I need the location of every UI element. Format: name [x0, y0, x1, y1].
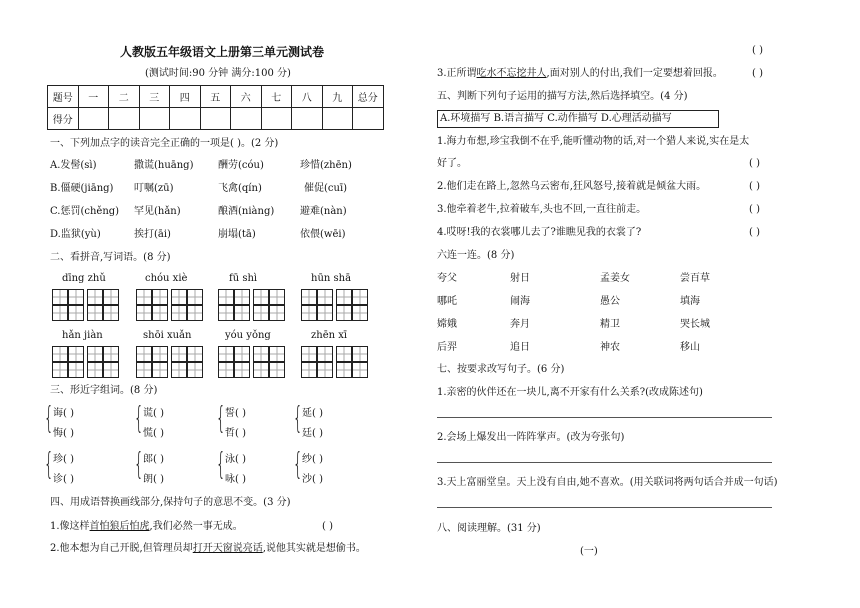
writing-grid-cell[interactable]: [336, 305, 352, 321]
writing-grid-cell[interactable]: [269, 362, 285, 378]
word-group-item[interactable]: 泳( ): [225, 454, 246, 465]
word-group-item[interactable]: 沙( ): [302, 474, 323, 485]
pinyin-label: fū shì: [229, 273, 258, 284]
brace-icon: {: [293, 401, 303, 436]
q1-option: 飞禽(qín): [218, 183, 262, 194]
writing-grid-cell[interactable]: [152, 305, 168, 321]
q1-option: B.僵硬(jiāng): [50, 183, 114, 194]
sentence-text: ,面对别人的付出,我们一定要想着回报。: [546, 68, 723, 79]
q1-option: 酬劳(cóu): [218, 160, 264, 171]
brace-icon: {: [216, 447, 226, 482]
writing-grid-cell[interactable]: [152, 289, 168, 305]
writing-grid-cell[interactable]: [52, 362, 68, 378]
writing-grid-cell[interactable]: [68, 346, 84, 362]
brace-icon: {: [44, 401, 54, 436]
q4-heading: 四、用成语替换画线部分,保持句子的意思不变。(3 分): [50, 497, 291, 508]
answer-paren[interactable]: ( ): [752, 45, 763, 56]
writing-grid-cell[interactable]: [234, 362, 250, 378]
writing-grid-cell[interactable]: [234, 289, 250, 305]
table-cell: 六: [231, 86, 262, 108]
writing-grid-cell[interactable]: [171, 289, 187, 305]
match-item[interactable]: 嫦娥: [437, 319, 457, 330]
word-group-item[interactable]: 廷( ): [302, 428, 323, 439]
writing-grid-cell[interactable]: [187, 305, 203, 321]
match-item[interactable]: 闹海: [510, 296, 530, 307]
table-cell: 得分: [48, 108, 79, 130]
writing-grid-cell[interactable]: [152, 346, 168, 362]
q8-heading: 八、阅读理解。(31 分): [437, 523, 541, 534]
q5-sentence-3: 3.他牵着老牛,拉着破车,头也不回,一直往前走。: [437, 204, 647, 215]
writing-grid-cell[interactable]: [187, 346, 203, 362]
writing-grid-cell[interactable]: [253, 362, 269, 378]
brace-icon: {: [44, 447, 54, 482]
writing-grid-cell[interactable]: [317, 346, 333, 362]
writing-grid-cell[interactable]: [68, 289, 84, 305]
answer-paren[interactable]: ( ): [749, 227, 760, 238]
options-text: A.环境描写 B.语言描写 C.动作描写 D.心理活动描写: [440, 113, 672, 124]
q1-heading: 一、下列加点字的读音完全正确的一项是( )。(2 分): [50, 138, 279, 149]
writing-grid-cell[interactable]: [269, 346, 285, 362]
answer-line[interactable]: [437, 462, 772, 463]
q1-option: 酿酒(niàng): [218, 206, 275, 217]
answer-paren[interactable]: ( ): [749, 158, 760, 169]
writing-grid-cell[interactable]: [218, 305, 234, 321]
q1-option: 叮嘱(zū): [134, 183, 174, 194]
q1-option: 催促(cuī): [304, 183, 348, 194]
table-cell: 四: [170, 86, 201, 108]
answer-paren[interactable]: ( ): [322, 521, 333, 532]
q1-option: 撒谎(huāng): [134, 160, 194, 171]
table-cell: 二: [109, 86, 140, 108]
table-cell: 八: [292, 86, 323, 108]
q5-sentence-1-cont: 好了。: [437, 158, 467, 169]
writing-grid-cell[interactable]: [136, 289, 152, 305]
q2-heading: 二、看拼音,写词语。(8 分): [50, 252, 171, 263]
match-item[interactable]: 愚公: [600, 296, 620, 307]
sentence-text: 2.他本想为自己开脱,但管理员却: [50, 543, 193, 554]
q1-option: 依偎(wēi): [300, 229, 346, 240]
score-input-cell[interactable]: [231, 108, 262, 130]
match-item[interactable]: 奔月: [510, 319, 530, 330]
writing-grid-cell[interactable]: [52, 346, 68, 362]
writing-grid-cell[interactable]: [352, 305, 368, 321]
sentence-text: ,说他其实就是想偷书。: [262, 543, 366, 554]
match-item[interactable]: 尝百草: [680, 273, 710, 284]
brace-icon: {: [134, 401, 144, 436]
word-group-item[interactable]: 诲( ): [53, 408, 74, 419]
writing-grid-cell[interactable]: [68, 362, 84, 378]
q7-sentence-1: 1.亲密的伙伴还在一块儿,离不开家有什么关系?(改成陈述句): [437, 387, 703, 398]
answer-paren[interactable]: ( ): [749, 204, 760, 215]
q1-option: 崩塌(tā): [218, 229, 256, 240]
score-input-cell[interactable]: [353, 108, 384, 130]
score-table: [47, 85, 384, 130]
brace-icon: {: [134, 447, 144, 482]
word-group-item[interactable]: 咏( ): [225, 474, 246, 485]
brace-icon: {: [216, 401, 226, 436]
answer-line[interactable]: [437, 417, 772, 418]
word-group-item[interactable]: 朗( ): [143, 474, 164, 485]
writing-grid-cell[interactable]: [187, 362, 203, 378]
writing-grid-cell[interactable]: [103, 362, 119, 378]
writing-grid-cell[interactable]: [317, 305, 333, 321]
q7-sentence-3: 3.天上富丽堂皇。天上没有自由,她不喜欢。(用关联词将两句话合并成一句话): [437, 477, 778, 488]
word-group-item[interactable]: 郎( ): [143, 454, 164, 465]
underlined-phrase: 首怕狼后怕虎: [89, 521, 150, 532]
word-group-item[interactable]: 哲( ): [225, 428, 246, 439]
table-cell: 七: [261, 86, 292, 108]
q3-heading: 三、形近字组词。(8 分): [50, 385, 158, 396]
page-title: 人教版五年级语文上册第三单元测试卷: [120, 45, 325, 59]
match-item[interactable]: 哭长城: [680, 319, 710, 330]
q4-sentence-3: [437, 68, 723, 80]
q6-heading: 六连一连。(8 分): [437, 250, 515, 261]
writing-grid-cell[interactable]: [136, 346, 152, 362]
score-input-cell[interactable]: [322, 108, 353, 130]
writing-grid-cell[interactable]: [171, 362, 187, 378]
writing-grid-cell[interactable]: [352, 362, 368, 378]
answer-paren[interactable]: ( ): [749, 181, 760, 192]
brace-icon: {: [293, 447, 303, 482]
q5-sentence-4: 4.哎呀!我的衣裳哪儿去了?谁瞧见我的衣裳了?: [437, 227, 642, 238]
q5-sentence-1: 1.海力布想,珍宝我倒不在乎,能听懂动物的话,对一个猎人来说,实在是太: [437, 136, 750, 147]
writing-grid-cell[interactable]: [87, 289, 103, 305]
writing-grid-cell[interactable]: [336, 289, 352, 305]
writing-grid-cell[interactable]: [171, 305, 187, 321]
writing-grid-cell[interactable]: [317, 362, 333, 378]
word-group-item[interactable]: 慌( ): [143, 428, 164, 439]
score-table-score-row: [48, 108, 384, 130]
answer-paren[interactable]: ( ): [752, 68, 763, 79]
writing-grid-cell[interactable]: [234, 346, 250, 362]
writing-grid-cell[interactable]: [103, 346, 119, 362]
writing-grid-cell[interactable]: [269, 289, 285, 305]
pinyin-label: zhēn xī: [311, 330, 348, 341]
q1-option: 珍惜(zhēn): [300, 160, 352, 171]
writing-grid-cell[interactable]: [152, 362, 168, 378]
writing-grid-cell[interactable]: [253, 346, 269, 362]
writing-grid-cell[interactable]: [187, 289, 203, 305]
word-group-item[interactable]: 誓( ): [225, 408, 246, 419]
score-input-cell[interactable]: [109, 108, 140, 130]
table-cell: 总分: [353, 86, 384, 108]
q1-option: 避难(nàn): [300, 206, 347, 217]
underlined-phrase: 吃水不忘挖井人: [476, 68, 547, 79]
match-item[interactable]: 追日: [510, 342, 530, 353]
table-cell: 三: [139, 86, 170, 108]
score-input-cell[interactable]: [78, 108, 109, 130]
writing-grid-cell[interactable]: [352, 289, 368, 305]
page-subtitle: (测试时间:90 分钟 满分:100 分): [145, 68, 291, 79]
score-input-cell[interactable]: [170, 108, 201, 130]
pinyin-label: hūn shā: [311, 273, 352, 284]
q1-option: A.发髻(sì): [50, 160, 97, 171]
writing-grid-cell[interactable]: [253, 305, 269, 321]
sentence-text: 1.像这样: [50, 521, 90, 532]
word-group-item[interactable]: 悔( ): [53, 428, 74, 439]
score-input-cell[interactable]: [200, 108, 231, 130]
score-input-cell[interactable]: [261, 108, 292, 130]
match-item[interactable]: 移山: [680, 342, 700, 353]
match-item[interactable]: 孟姜女: [600, 273, 630, 284]
q4-sentence-1: [50, 521, 243, 533]
writing-grid-cell[interactable]: [253, 289, 269, 305]
match-item[interactable]: 夸父: [437, 273, 457, 284]
match-item[interactable]: 后羿: [437, 342, 457, 353]
score-input-cell[interactable]: [139, 108, 170, 130]
match-item[interactable]: 填海: [680, 296, 700, 307]
writing-grid-cell[interactable]: [218, 289, 234, 305]
q1-option: C.惩罚(chěng): [50, 206, 120, 217]
q1-option: 挨打(āi): [134, 229, 171, 240]
writing-grid-cell[interactable]: [136, 362, 152, 378]
writing-grid-cell[interactable]: [234, 305, 250, 321]
table-cell: 九: [322, 86, 353, 108]
writing-grid-cell[interactable]: [336, 346, 352, 362]
score-input-cell[interactable]: [292, 108, 323, 130]
writing-grid-cell[interactable]: [87, 305, 103, 321]
match-item[interactable]: 射日: [510, 273, 530, 284]
sentence-text: 3.正所谓: [437, 68, 477, 79]
q5-heading: 五、判断下列句子运用的描写方法,然后选择填空。(4 分): [437, 91, 688, 102]
word-group-item[interactable]: 谎( ): [143, 408, 164, 419]
match-item[interactable]: 神农: [600, 342, 620, 353]
q5-sentence-2: 2.他们走在路上,忽然乌云密布,狂风怒号,接着就是倾盆大雨。: [437, 181, 707, 192]
table-cell: 五: [200, 86, 231, 108]
writing-grid-cell[interactable]: [87, 346, 103, 362]
q7-sentence-2: 2.会场上爆发出一阵阵掌声。(改为夸张句): [437, 432, 625, 443]
word-group-item[interactable]: 珍( ): [53, 454, 74, 465]
writing-grid-cell[interactable]: [87, 362, 103, 378]
writing-grid-cell[interactable]: [269, 305, 285, 321]
match-item[interactable]: 哪吒: [437, 296, 457, 307]
writing-grid-cell[interactable]: [68, 305, 84, 321]
writing-grid-cell[interactable]: [103, 305, 119, 321]
match-item[interactable]: 精卫: [600, 319, 620, 330]
q8-subheading: (一): [580, 546, 598, 557]
underlined-phrase: 打开天窗说亮话: [192, 543, 263, 554]
writing-grid-cell[interactable]: [301, 305, 317, 321]
q4-sentence-2: [50, 543, 366, 555]
writing-grid-cell[interactable]: [218, 362, 234, 378]
writing-grid-cell[interactable]: [103, 289, 119, 305]
writing-grid-cell[interactable]: [301, 289, 317, 305]
word-group-item[interactable]: 诊( ): [53, 474, 74, 485]
writing-grid-cell[interactable]: [218, 346, 234, 362]
answer-line[interactable]: [437, 507, 772, 508]
pinyin-label: chóu xiè: [145, 273, 188, 284]
pinyin-label: shōi xuǎn: [143, 330, 192, 341]
q7-heading: 七、按要求改写句子。(6 分): [437, 364, 565, 375]
writing-grid-cell[interactable]: [352, 346, 368, 362]
writing-grid-cell[interactable]: [317, 289, 333, 305]
writing-grid-cell[interactable]: [52, 305, 68, 321]
word-group-item[interactable]: 延( ): [302, 408, 323, 419]
q1-option: 罕见(hǎn): [134, 206, 181, 217]
table-cell: 一: [78, 86, 109, 108]
table-cell: 题号: [48, 86, 79, 108]
sentence-text: ,我们必然一事无成。: [149, 521, 243, 532]
pinyin-label: yóu yǒng: [225, 330, 271, 341]
writing-grid-cell[interactable]: [336, 362, 352, 378]
writing-grid-cell[interactable]: [301, 346, 317, 362]
pinyin-label: dīng zhǔ: [62, 273, 106, 284]
score-table-header-row: [48, 86, 384, 108]
q1-option: D.监狱(yù): [50, 229, 101, 240]
writing-grid-cell[interactable]: [171, 346, 187, 362]
word-group-item[interactable]: 纱( ): [302, 454, 323, 465]
writing-grid-cell[interactable]: [301, 362, 317, 378]
pinyin-label: hǎn jiàn: [62, 330, 103, 341]
writing-grid-cell[interactable]: [136, 305, 152, 321]
writing-grid-cell[interactable]: [52, 289, 68, 305]
